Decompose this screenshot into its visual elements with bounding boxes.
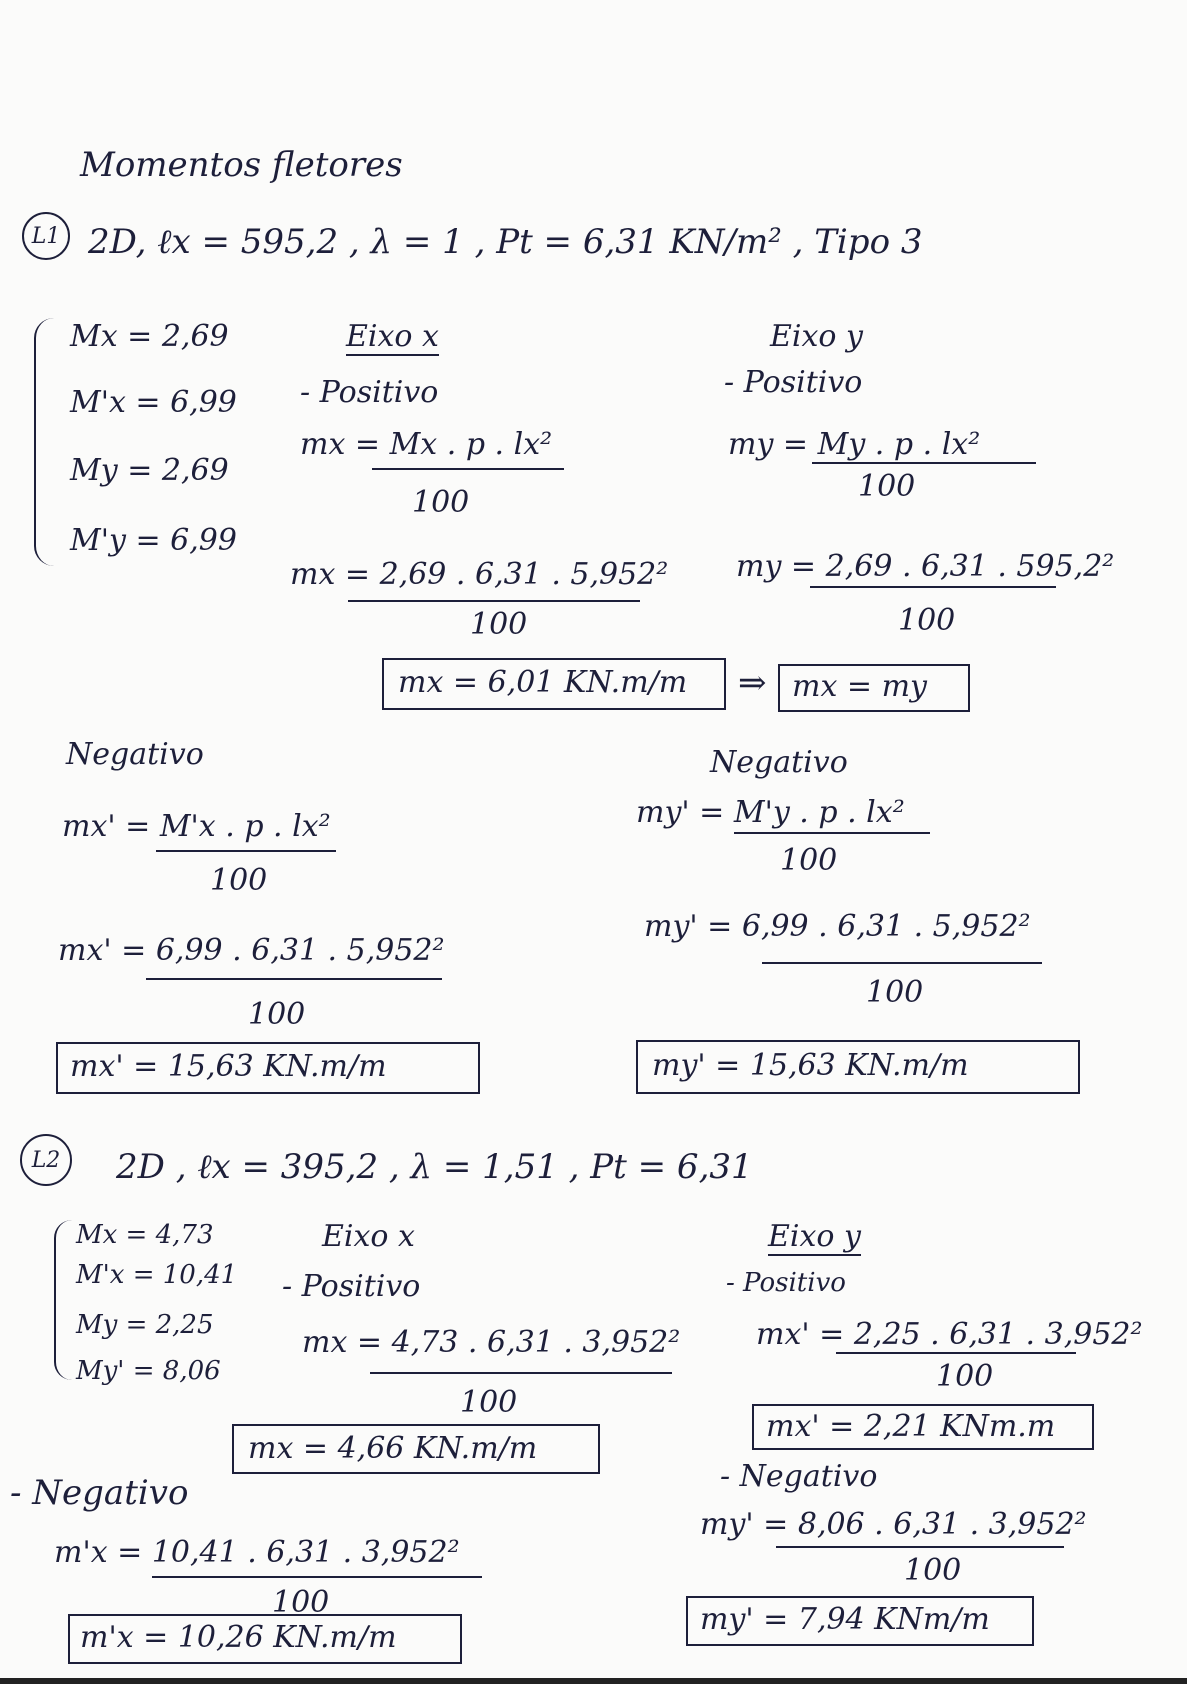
l1-y-pos-denominator: 100 [858,469,916,504]
l1-coef-mx: Mx = 2,69 [70,319,229,354]
l1-y-pos-calc-bar [810,586,1056,588]
l1-y-neg-calc-bar [762,962,1042,964]
l1-x-pos-calc-denominator: 100 [470,607,528,642]
l2-x-pos-calc: mx = 4,73 . 6,31 . 3,952² [302,1325,681,1360]
l2-x-neg-label: - Negativo [10,1473,189,1513]
l2-x-pos-label: - Positivo [282,1269,421,1304]
l2-x-neg-result: m'x = 10,26 KN.m/m [80,1620,397,1655]
l1-y-pos-formula: my = My . p . lx² [728,427,981,462]
l1-y-pos-calc-denominator: 100 [898,603,956,638]
l1-x-pos-result-box [382,658,726,710]
l1-x-pos-result: mx = 6,01 KN.m/m [398,665,688,700]
l2-y-pos-result-box [752,1404,1094,1450]
l1-x-pos-calc-bar [348,600,640,602]
l1-equal-result: mx = my [792,669,927,704]
l2-y-pos-calc-bar [836,1352,1076,1354]
l1-coef-mpy: M'y = 6,99 [70,523,237,558]
l2-y-pos-calc: mx' = 2,25 . 6,31 . 3,952² [756,1317,1143,1352]
l2-x-neg-result-box [68,1614,462,1664]
l2-y-pos-result: mx' = 2,21 KNm.m [766,1409,1056,1444]
l1-coef-mpx: M'x = 6,99 [70,385,237,420]
l2-y-pos-calc-denominator: 100 [936,1359,994,1394]
l1-x-neg-result-box [56,1042,480,1094]
l1-x-neg-calc-denominator: 100 [248,997,306,1032]
l2-x-pos-calc-bar [370,1372,672,1374]
l1-coef-brace [34,318,54,566]
l2-x-pos-calc-denominator: 100 [460,1385,518,1420]
l2-y-neg-calc-bar [776,1546,1064,1548]
l1-x-pos-label: - Positivo [300,375,439,410]
l1-y-neg-label: Negativo [710,745,848,780]
l1-y-neg-formula: my' = M'y . p . lx² [636,795,905,830]
l2-x-pos-result: mx = 4,66 KN.m/m [248,1431,538,1466]
l1-y-pos-label: - Positivo [724,365,863,400]
l1-y-pos-fraction-bar [812,462,1036,464]
l2-coef-my: My = 2,25 [76,1310,214,1340]
l1-x-neg-formula: mx' = M'x . p . lx² [62,809,331,844]
slab-l2-badge: L2 [20,1134,72,1186]
l1-x-neg-label: Negativo [66,737,204,772]
l2-y-neg-result-box [686,1596,1034,1646]
l1-y-heading: Eixo y [770,319,863,354]
l1-equal-result-box [778,664,970,712]
l2-y-neg-result: my' = 7,94 KNm/m [700,1602,990,1637]
l1-x-pos-calc: mx = 2,69 . 6,31 . 5,952² [290,557,669,592]
l2-coef-mx: Mx = 4,73 [76,1220,214,1250]
l1-coef-my: My = 2,69 [70,453,229,488]
l1-implies-arrow: ⇒ [738,663,767,703]
l1-y-neg-fraction-bar [734,832,930,834]
l1-x-pos-fraction-bar [372,468,564,470]
l1-x-neg-fraction-bar [156,850,336,852]
l1-x-pos-denominator: 100 [412,485,470,520]
l2-x-neg-calc: m'x = 10,41 . 6,31 . 3,952² [54,1535,460,1570]
l2-x-neg-calc-denominator: 100 [272,1585,330,1620]
l1-y-neg-calc-denominator: 100 [866,975,924,1010]
slab-l1-badge: L1 [22,212,70,260]
l1-y-pos-calc: my = 2,69 . 6,31 . 595,2² [736,549,1115,584]
l2-x-pos-result-box [232,1424,600,1474]
slab-l1-header: 2D, ℓx = 595,2 , λ = 1 , Pt = 6,31 KN/m² , Tipo 3 [88,222,923,262]
slab-l2-header: 2D , ℓx = 395,2 , λ = 1,51 , Pt = 6,31 [116,1147,753,1187]
l2-coef-mpy: My' = 8,06 [76,1356,221,1386]
l2-coef-mpx: M'x = 10,41 [76,1260,238,1290]
page-bottom-edge [0,1678,1187,1684]
l2-y-neg-label: - Negativo [720,1459,878,1494]
l1-x-pos-formula: mx = Mx . p . lx² [300,427,553,462]
l1-y-neg-calc: my' = 6,99 . 6,31 . 5,952² [644,909,1031,944]
l2-coef-brace [54,1220,72,1380]
l1-y-neg-result-box [636,1040,1080,1094]
l2-y-neg-calc: my' = 8,06 . 6,31 . 3,952² [700,1507,1087,1542]
l2-y-heading: Eixo y [768,1219,861,1254]
l1-y-neg-result: my' = 15,63 KN.m/m [652,1048,969,1083]
l1-y-neg-denominator: 100 [780,843,838,878]
l2-y-neg-calc-denominator: 100 [904,1553,962,1588]
l1-x-heading: Eixo x [346,319,439,354]
page-title: Momentos fletores [80,145,403,185]
l2-x-heading: Eixo x [322,1219,415,1254]
l1-x-neg-result: mx' = 15,63 KN.m/m [70,1049,387,1084]
l1-x-neg-calc-bar [146,978,442,980]
l1-x-neg-denominator: 100 [210,863,268,898]
l1-x-neg-calc: mx' = 6,99 . 6,31 . 5,952² [58,933,445,968]
l2-x-neg-calc-bar [152,1576,482,1578]
l2-y-pos-label: - Positivo [726,1268,846,1298]
